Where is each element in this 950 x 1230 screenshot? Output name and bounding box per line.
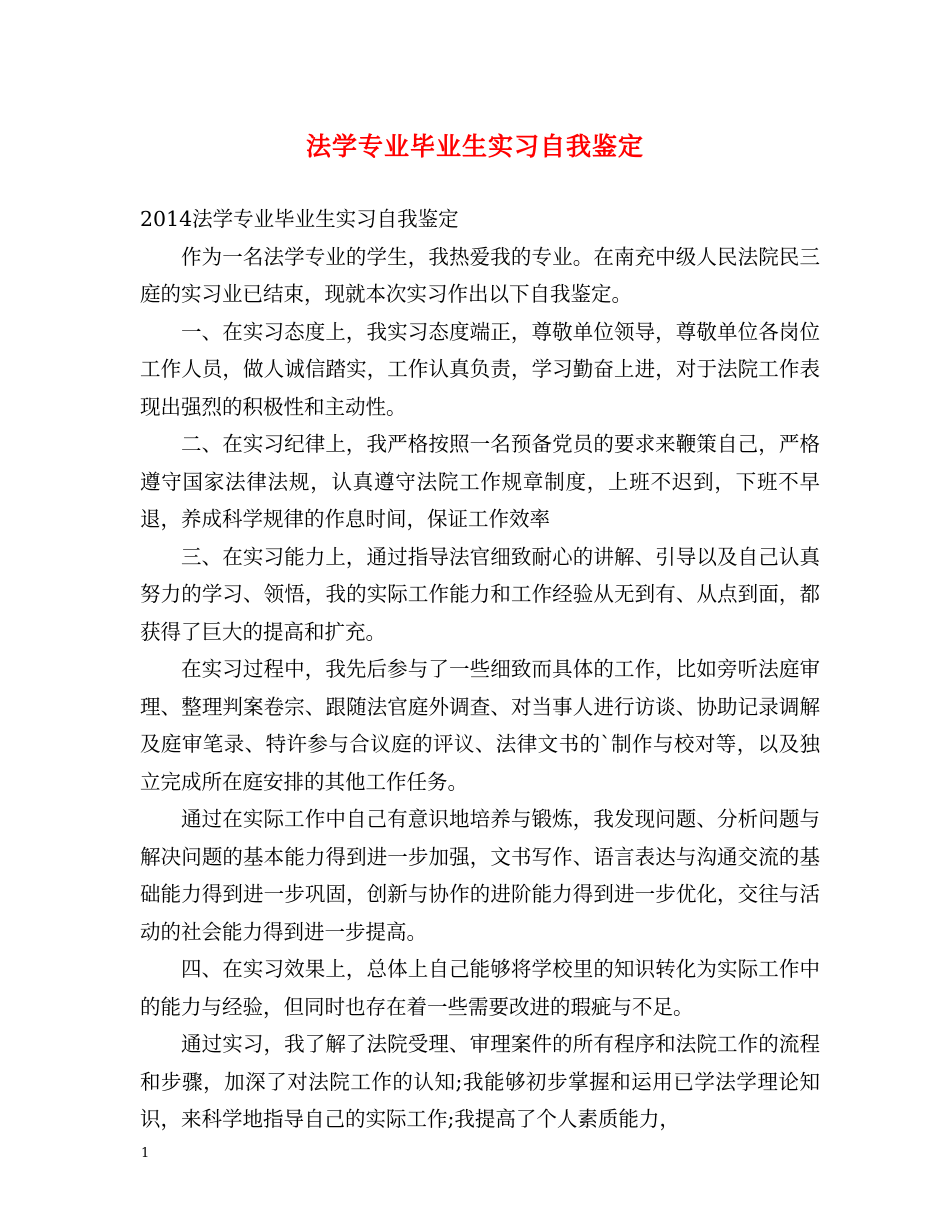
document-title: 法学专业毕业生实习自我鉴定 (305, 132, 644, 161)
paragraph-process: 在实习过程中，我先后参与了一些细致而具体的工作，比如旁听法庭审理、整理判案卷宗、跟随法官庭外调查、对当事人进行访谈、协助记录调解及庭审笔录、特许参与合议庭的评议、法律文书的`制作与校对等，以及独立完成所在庭安排的其他工作任务。 (140, 657, 820, 794)
paragraph-discipline: 二、在实习纪律上，我严格按照一名预备党员的要求来鞭策自己，严格遵守国家法律法规，认真遵守法院工作规章制度，上班不迟到，下班不早退，养成科学规律的作息时间，保证工作效率 (140, 432, 820, 531)
document-subtitle: 2014法学专业毕业生实习自我鉴定 (140, 207, 459, 231)
paragraph-intro: 作为一名法学专业的学生，我热爱我的专业。在南充中级人民法院民三庭的实习业已结束，现就本次实习作出以下自我鉴定。 (140, 244, 820, 306)
document-body (140, 201, 820, 1139)
paragraph-ability: 三、在实习能力上，通过指导法官细致耐心的讲解、引导以及自己认真努力的学习、领悟，我的实际工作能力和工作经验从无到有、从点到面，都获得了巨大的提高和扩充。 (140, 544, 820, 644)
paragraph-attitude: 一、在实习态度上，我实习态度端正，尊敬单位领导，尊敬单位各岗位工作人员，做人诚信踏实，工作认真负责，学习勤奋上进，对于法院工作表现出强烈的积极性和主动性。 (140, 319, 820, 419)
page-number: 1 (141, 1146, 150, 1161)
paragraph-effect: 四、在实习效果上，总体上自己能够将学校里的知识转化为实际工作中的能力与经验，但同时也存在着一些需要改进的瑕疵与不足。 (140, 957, 820, 1019)
paragraph-training: 通过在实际工作中自己有意识地培养与锻炼，我发现问题、分析问题与解决问题的基本能力得到进一步加强，文书写作、语言表达与沟通交流的基础能力得到进一步巩固，创新与协作的进阶能力得到进一步优化，交往与活动的社会能力得到进一步提高。 (140, 807, 820, 944)
paragraph-summary: 通过实习，我了解了法院受理、审理案件的所有程序和法院工作的流程和步骤，加深了对法院工作的认知;我能够初步掌握和运用已学法学理论知识，来科学地指导自己的实际工作;我提高了个人素质能力， (140, 1032, 820, 1131)
